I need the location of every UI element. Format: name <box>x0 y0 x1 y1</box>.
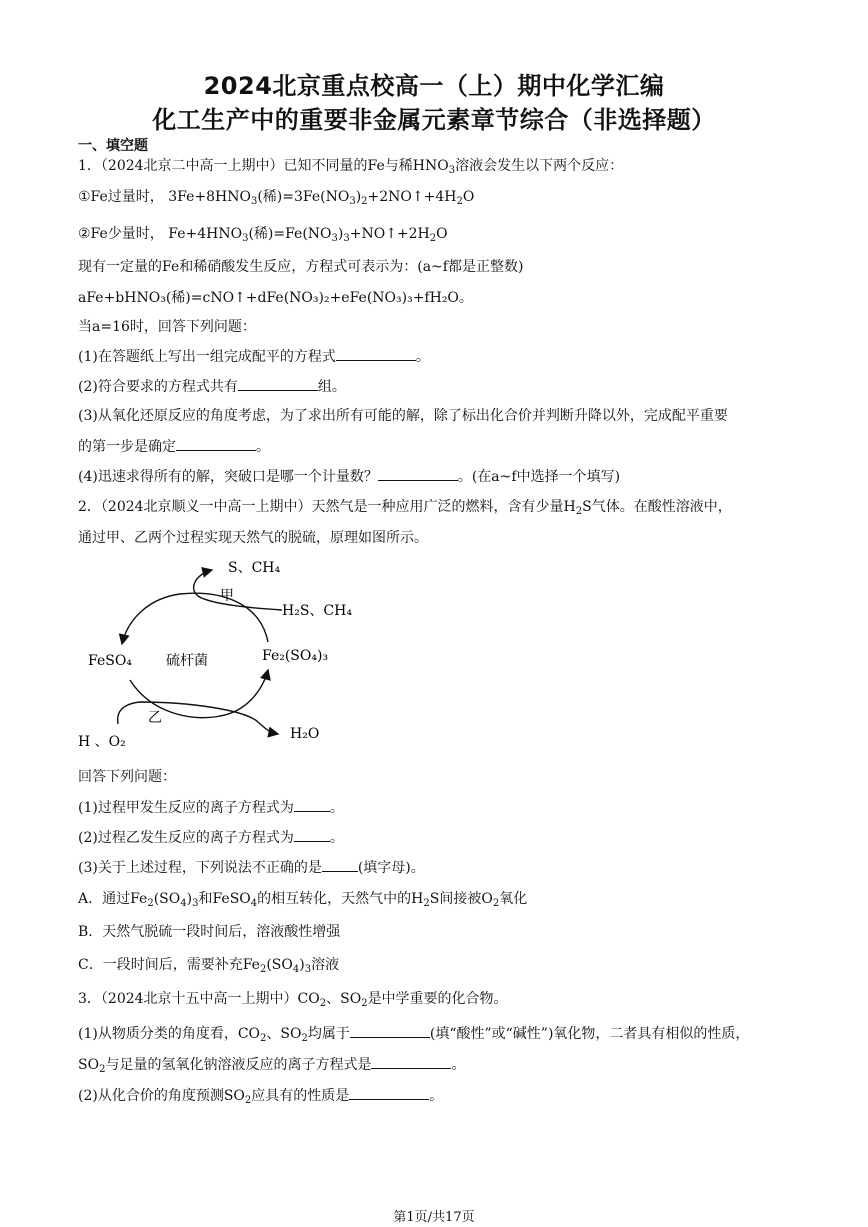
q2-stem-continued: 通过甲、乙两个过程实现天然气的脱硫，原理如图所示。 <box>78 530 428 546</box>
input-a-label: H₂S、CH₄ <box>282 603 352 619</box>
document-subtitle: 化工生产中的重要非金属元素章节综合（非选择题） <box>152 106 716 134</box>
bacteria-label: 硫杆菌 <box>166 653 208 669</box>
top-product-label: S、CH₄ <box>228 560 281 576</box>
q3-stem: 3．（2024北京十五中高一上期中）$CO_2$、$SO_2$是中学重要的化合物。 <box>78 991 508 1009</box>
q2-part-1: (1)过程甲发生反应的离子方程式为 。 <box>78 797 798 818</box>
process-b-label: 乙 <box>148 710 162 726</box>
desulfurization-cycle-diagram <box>70 552 390 762</box>
answer-blank[interactable] <box>294 827 330 842</box>
input-b-label: H 、O₂ <box>78 734 126 750</box>
q1-general-equation: aFe+bHNO₃(稀)=cNO↑+dFe(NO₃)₂+eFe(NO₃)₃+fH₂O。 <box>78 290 473 306</box>
q1-part-1: (1)在答题纸上写出一组完成配平的方程式 。 <box>78 346 798 367</box>
q1-condition: 当a=16时，回答下列问题： <box>78 319 256 335</box>
q2-option-a: A．通过$Fe_2(SO_4)_3$和FeSO$_4$的相互转化，天然气中的$H_2S$间接被$O_2$氧化 <box>78 891 528 909</box>
section-heading: 一、填空题 <box>78 138 148 154</box>
q3-part-1-continued: $SO_2$与足量的氢氧化钠溶液反应的离子方程式是 。 <box>78 1054 798 1075</box>
q1-part-2: (2)符合要求的方程式共有 组。 <box>78 376 798 397</box>
upper-cycle-arrow <box>122 593 268 644</box>
q1-equation-1: ①Fe过量时， $3Fe+8HNO_3$(稀)$=3Fe(NO_3)_2+2NO↑+4H_2O$ <box>78 189 475 207</box>
answer-blank[interactable] <box>322 857 358 872</box>
ferrous-sulfate-label: FeSO₄ <box>88 653 132 669</box>
answer-blank[interactable] <box>238 376 318 391</box>
answer-blank[interactable] <box>371 1054 451 1069</box>
q2-part-2: (2)过程乙发生反应的离子方程式为 。 <box>78 827 798 848</box>
q1-intro: 现有一定量的Fe和稀硝酸发生反应，方程式可表示为：(a~f都是正整数) <box>78 259 524 275</box>
answer-blank[interactable] <box>349 1085 429 1100</box>
q1-stem: 1．（2024北京二中高一上期中）已知不同量的Fe与稀$HNO_3$溶液会发生以下两个反应： <box>78 158 624 176</box>
answer-blank[interactable] <box>378 466 458 481</box>
page-number: 第1页/共17页 <box>393 1210 475 1225</box>
cycle-svg <box>70 552 390 762</box>
answer-blank[interactable] <box>294 797 330 812</box>
q1-part-3: (3)从氧化还原反应的角度考虑，为了求出所有可能的解，除了标出化合价并判断升降以外，完成配平重要 <box>78 408 728 424</box>
q2-ask: 回答下列问题： <box>78 769 176 785</box>
q1-part-3-continued: 的第一步是确定 。 <box>78 436 798 457</box>
document-title: 2024北京重点校高一（上）期中化学汇编 <box>203 72 665 100</box>
q2-option-b: B．天然气脱硫一段时间后，溶液酸性增强 <box>78 924 341 940</box>
output-b-label: H₂O <box>290 726 320 742</box>
q3-part-1: (1)从物质分类的角度看，$CO_2$、$SO_2$均属于 (填“酸性”或“碱性”)氧化物，二者具有相似的性质， <box>78 1023 858 1044</box>
q2-stem: 2．（2024北京顺义一中高一上期中）天然气是一种应用广泛的燃料，含有少量$H_2S$气体。在酸性溶液中， <box>78 499 732 517</box>
q2-part-3: (3)关于上述过程，下列说法不正确的是 (填字母)。 <box>78 857 798 878</box>
answer-blank[interactable] <box>176 436 256 451</box>
answer-blank[interactable] <box>350 1023 430 1038</box>
ferric-sulfate-label: Fe₂(SO₄)₃ <box>262 648 329 664</box>
q1-equation-2: ②Fe少量时， $Fe+4HNO_3$(稀)$=Fe(NO_3)_3+NO↑+2H_2O$ <box>78 226 448 244</box>
process-a-label: 甲 <box>220 588 234 604</box>
q2-option-c: C．一段时间后，需要补充$Fe_2(SO_4)_3$溶液 <box>78 957 340 975</box>
q1-part-4: (4)迅速求得所有的解，突破口是哪一个计量数？ 。(在a~f中选择一个填写) <box>78 466 798 487</box>
process-a-arrow <box>194 570 282 610</box>
q3-part-2: (2)从化合价的角度预测$SO_2$应具有的性质是 。 <box>78 1085 798 1106</box>
answer-blank[interactable] <box>336 346 416 361</box>
